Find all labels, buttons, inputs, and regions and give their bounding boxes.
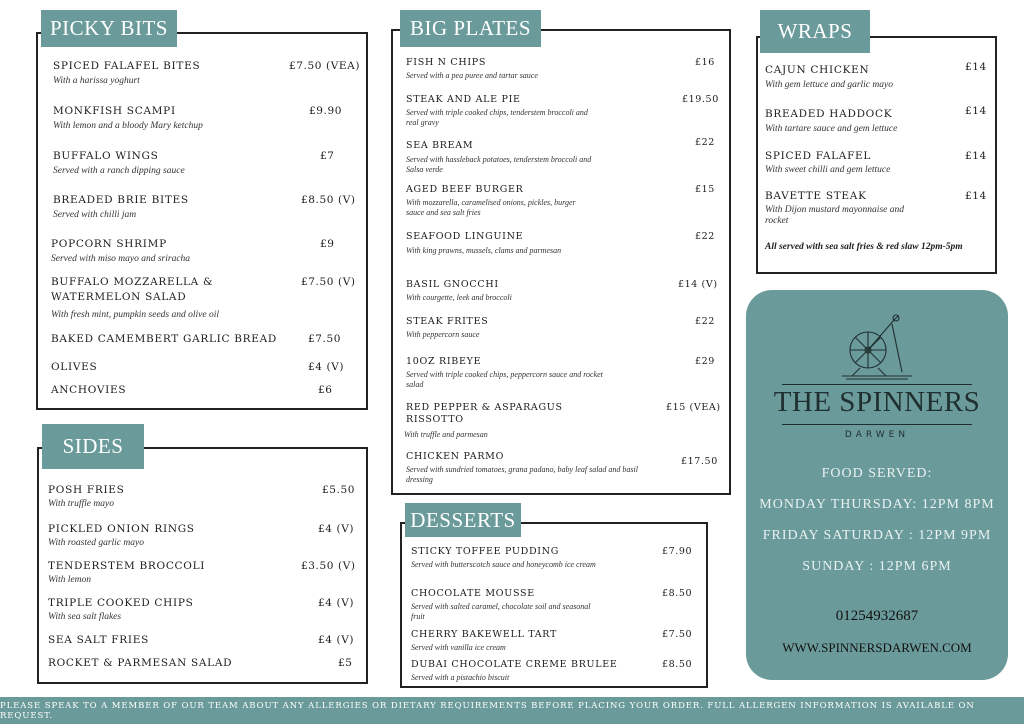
phone-number[interactable]: 01254932687 (835, 608, 919, 624)
menu-item (51, 384, 361, 398)
allergen-notice: PLEASE SPEAK TO A MEMBER OF OUR TEAM ABOUT ANY ALLERGIES OR DIETARY REQUIREMENTS BEFORE PLACING YOUR ORDER. FULL ALLERGEN INFORMATION IS AVAILABLE ON REQUEST. (0, 700, 975, 721)
menu-item (411, 587, 701, 621)
item-name: SPICED FALAFEL (765, 150, 872, 162)
menu-item (48, 597, 358, 623)
item-price: £3.50 (V) (301, 560, 356, 572)
website-link[interactable]: WWW.SPINNERSDARWEN.COM (782, 640, 972, 655)
item-name: POSH FRIES (48, 484, 125, 496)
item-name: CHERRY BAKEWELL TART (411, 629, 558, 640)
item-price: £7.50 (VEA) (289, 60, 361, 72)
item-price: £8.50 (V) (301, 194, 356, 206)
item-description: With gem lettuce and garlic mayo (765, 80, 893, 90)
item-price: £7 (320, 150, 335, 162)
menu-item (406, 401, 721, 439)
item-name: SEAFOOD LINGUINE (406, 231, 524, 242)
menu-item (765, 150, 990, 176)
item-description: Served with sundried tomatoes, grana padano, baby leaf salad and basil dressing (406, 465, 638, 484)
menu-item (53, 60, 363, 86)
item-price: £22 (695, 316, 715, 327)
item-description: Served with a pistachio biscuit (411, 673, 510, 682)
item-price: £7.50 (308, 333, 342, 345)
item-description: With lemon and a bloody Mary ketchup (53, 121, 203, 131)
item-price: £14 (965, 190, 987, 202)
menu-item (406, 315, 721, 339)
item-price: £14 (V) (678, 279, 718, 290)
item-price: £7.50 (V) (301, 276, 356, 288)
menu-item (765, 61, 990, 90)
item-name: SEA SALT FRIES (48, 634, 150, 646)
item-description: With courgette, leek and broccoli (406, 293, 512, 302)
item-description: With mozzarella, caramelised onions, pickles, burger sauce and sea salt fries (406, 198, 576, 217)
item-price: £7.90 (662, 546, 693, 557)
item-price: £15 (695, 184, 715, 195)
item-price: £4 (V) (318, 597, 355, 609)
menu-item (406, 450, 721, 484)
item-price: £8.50 (662, 588, 693, 599)
item-name: CHOCOLATE MOUSSE (411, 588, 535, 599)
wraps-note: All served with sea salt fries & red slaw 12pm-5pm (765, 242, 963, 252)
item-name: CHICKEN PARMO (406, 451, 505, 462)
hours-line: MONDAY THURSDAY: 12PM 8PM (759, 497, 995, 512)
big-plates-title: BIG PLATES (400, 10, 541, 47)
item-name: BREADED HADDOCK (765, 108, 893, 120)
item-description: Served with vanilla ice cream (411, 643, 506, 652)
item-name: MONKFISH SCAMPI (53, 105, 176, 117)
item-price: £5.50 (322, 484, 356, 496)
item-price: £14 (965, 61, 987, 73)
item-price: £15 (VEA) (666, 402, 721, 413)
item-name: STICKY TOFFEE PUDDING (411, 546, 560, 557)
item-name: 10OZ RIBEYE (406, 356, 482, 367)
menu-item (406, 230, 721, 264)
menu-item (48, 560, 358, 586)
menu-item (48, 634, 358, 648)
menu-item (51, 238, 361, 264)
menu-item (411, 545, 701, 579)
menu-item (406, 183, 721, 217)
item-name: SEA BREAM (406, 140, 474, 151)
item-price: £6 (318, 384, 333, 396)
item-description: With roasted garlic mayo (48, 538, 144, 548)
wraps-title: WRAPS (760, 10, 870, 53)
item-name: FISH N CHIPS (406, 57, 487, 68)
item-name: DUBAI CHOCOLATE CREME BRULEE (411, 659, 618, 670)
item-description: Served with triple cooked chips, tenderstem broccoli and real gravy (406, 108, 588, 127)
allergen-footer (0, 697, 1024, 724)
item-price: £7.50 (662, 629, 693, 640)
item-name: POPCORN SHRIMP (51, 238, 167, 250)
item-price: £14 (965, 105, 987, 117)
item-description: Served with a pea puree and tartar sauce (406, 71, 538, 80)
item-name: BAKED CAMEMBERT GARLIC BREAD (51, 333, 278, 345)
desserts-title: DESSERTS (405, 503, 521, 537)
item-price: £17.50 (681, 456, 718, 467)
menu-item (765, 105, 990, 134)
item-name: BUFFALO MOZZARELLA & (51, 276, 214, 288)
hours-line: FRIDAY SATURDAY : 12PM 9PM (762, 528, 992, 543)
item-price: £9.90 (309, 105, 343, 117)
item-description: Served with triple cooked chips, peppercorn sauce and rocket salad (406, 370, 603, 389)
menu-item (411, 658, 701, 682)
item-price: £19.50 (682, 94, 719, 105)
item-price: £9 (320, 238, 335, 250)
menu-item (406, 56, 721, 80)
item-description: With king prawns, mussels, clams and parmesan (406, 246, 562, 255)
item-name: TRIPLE COOKED CHIPS (48, 597, 194, 609)
item-name: STEAK AND ALE PIE (406, 94, 521, 105)
item-name: AGED BEEF BURGER (406, 184, 524, 195)
menu-item (765, 190, 990, 226)
brand-panel (746, 290, 1008, 680)
big-plates-panel (391, 29, 731, 495)
item-name: RED PEPPER & ASPARAGUS (406, 402, 563, 413)
item-price: £14 (965, 150, 987, 162)
item-description: Served with a ranch dipping sauce (53, 166, 185, 176)
picky-bits-panel (36, 32, 368, 410)
item-price: £22 (695, 137, 715, 148)
desserts-panel (400, 522, 708, 688)
item-price: £22 (695, 231, 715, 242)
menu-item (411, 628, 701, 652)
item-name: BREADED BRIE BITES (53, 194, 189, 206)
item-name: BASIL GNOCCHI (406, 279, 499, 290)
menu-item (51, 333, 361, 347)
item-description: With truffle mayo (48, 499, 114, 509)
menu-item (48, 484, 358, 510)
item-price: £16 (695, 57, 715, 68)
picky-bits-title: PICKY BITS (41, 10, 177, 47)
item-description: Served with miso mayo and sriracha (51, 254, 191, 264)
item-description: Served with hassleback potatoes, tenderstem broccoli and Salsa verde (406, 155, 592, 174)
wraps-panel (756, 36, 997, 274)
item-description: Served with salted caramel, chocolate soil and seasonal fruit (411, 602, 591, 621)
menu-item (406, 278, 721, 302)
item-description: With lemon (48, 575, 92, 585)
item-name: BUFFALO WINGS (53, 150, 159, 162)
menu-item (406, 93, 721, 127)
hours-line: SUNDAY : 12PM 6PM (802, 559, 952, 574)
item-name-line-2: WATERMELON SALAD (51, 291, 187, 303)
item-description: With fresh mint, pumpkin seeds and olive oil (51, 310, 219, 320)
menu-item (406, 355, 721, 389)
item-description: With peppercorn sauce (406, 330, 480, 339)
menu-item (53, 105, 363, 131)
item-description: Served with butterscotch sauce and honeycomb ice cream (411, 560, 596, 569)
item-name: OLIVES (51, 361, 98, 373)
item-name: SPICED FALAFEL BITES (53, 60, 201, 72)
item-name: ROCKET & PARMESAN SALAD (48, 657, 233, 669)
item-description: With sweet chilli and gem lettuce (765, 165, 891, 175)
item-description: With Dijon mustard mayonnaise and rocket (765, 205, 904, 226)
brand-rule-bottom (782, 424, 972, 425)
item-price: £29 (695, 356, 715, 367)
item-description: With truffle and parmesan (404, 430, 488, 439)
menu-item (48, 523, 358, 549)
item-description: With tartare sauce and gem lettuce (765, 124, 898, 134)
item-name: ANCHOVIES (51, 384, 127, 396)
menu-item (48, 657, 358, 671)
item-price: £4 (V) (308, 361, 345, 373)
brand-rule-top (782, 384, 972, 385)
item-name: STEAK FRITES (406, 316, 489, 327)
sides-panel (37, 447, 368, 684)
brand-name: THE SPINNERS (773, 386, 981, 418)
sides-title: SIDES (42, 424, 144, 469)
menu-item (53, 150, 363, 176)
menu-item (406, 139, 721, 173)
item-description: With a harissa yoghurt (53, 76, 140, 86)
item-name-line-2: RISSOTTO (406, 414, 464, 425)
menu-item (51, 276, 361, 318)
item-price: £4 (V) (318, 523, 355, 535)
item-name: PICKLED ONION RINGS (48, 523, 195, 535)
item-name: TENDERSTEM BROCCOLI (48, 560, 206, 572)
item-price: £4 (V) (318, 634, 355, 646)
item-name: BAVETTE STEAK (765, 190, 867, 202)
item-description: With sea salt flakes (48, 612, 122, 622)
spinning-wheel-icon (832, 312, 922, 382)
item-price: £8.50 (662, 659, 693, 670)
item-price: £5 (338, 657, 353, 669)
menu-item (51, 361, 361, 375)
brand-location: DARWEN (844, 430, 910, 440)
menu-item (53, 194, 363, 220)
item-name: CAJUN CHICKEN (765, 64, 870, 76)
food-served-label: FOOD SERVED: (821, 466, 933, 481)
item-description: Served with chilli jam (53, 210, 137, 220)
